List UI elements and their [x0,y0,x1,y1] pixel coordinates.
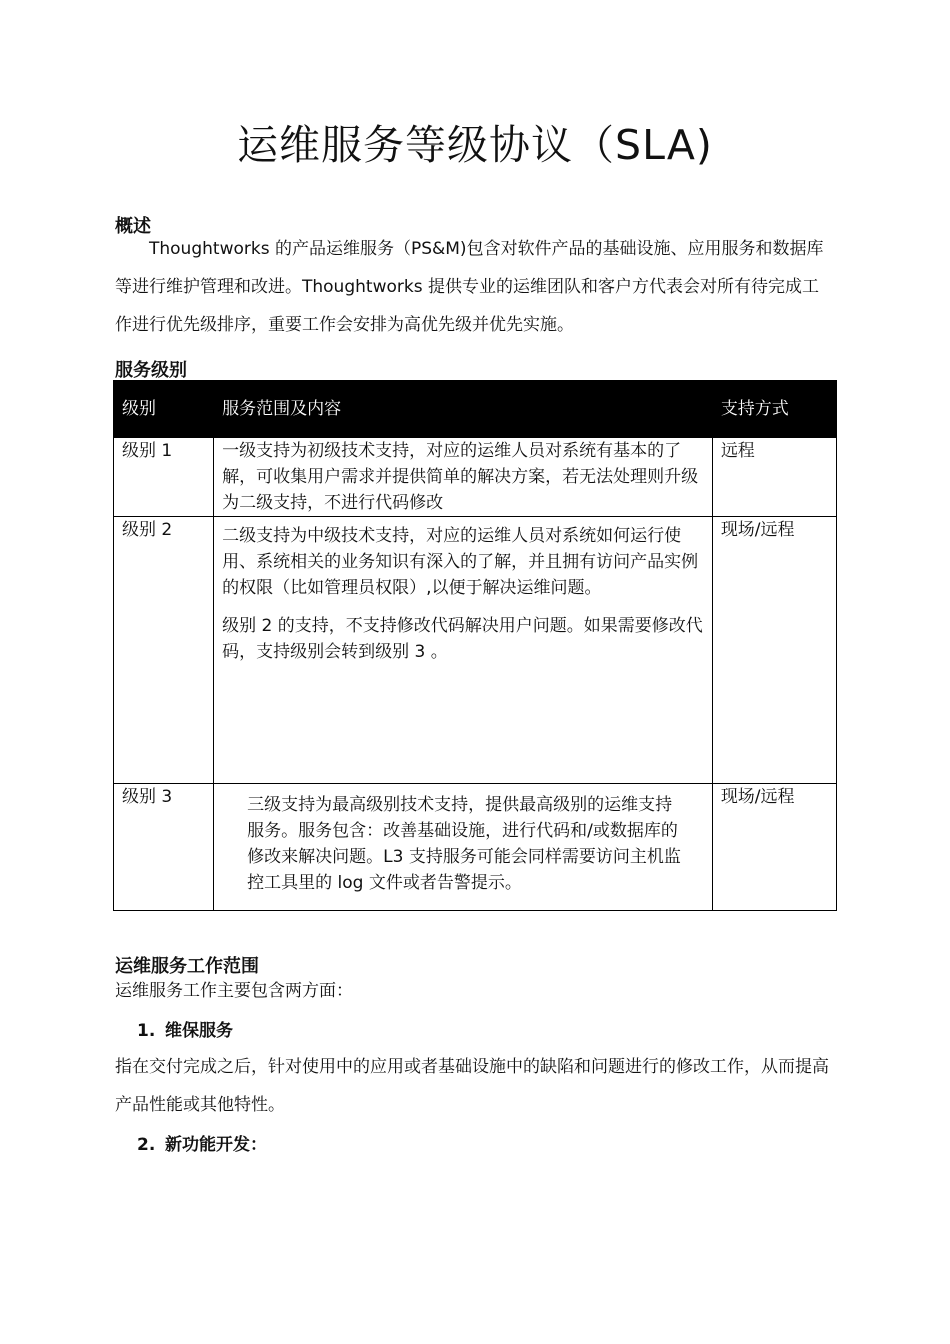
support-cell: 现场/远程 [712,784,836,911]
scope-heading: 运维服务工作范围 [115,956,259,977]
content-cell [214,517,713,784]
scope-intro: 运维服务工作主要包含两方面： [115,981,353,1001]
maintenance-paragraph: 指在交付完成之后，针对使用中的应用或者基础设施中的缺陷和问题进行的修改工作，从而提高产品性能或其他特性。 [115,1057,829,1115]
content-cell [214,784,713,911]
table-row [114,784,837,911]
support-cell: 现场/远程 [712,517,836,784]
level-cell: 级别 1 [114,438,214,517]
content-text: 级别 2 的支持，不支持修改代码解决用户问题。如果需要修改代码，支持级别会转到级别 3 。 [222,616,703,662]
list-number: 2. [137,1135,156,1155]
column-header-content: 服务范围及内容 [214,381,713,438]
list-label: 新功能开发： [165,1135,267,1155]
service-levels-table [113,380,837,911]
list-number: 1. [137,1021,156,1041]
content-text: 三级支持为最高级别技术支持，提供最高级别的运维支持服务。服务包含：改善基础设施，进行代码和/或数据库的修改来解决问题。L3 支持服务可能会同样需要访问主机监控工具里的 log 文件或者告警提示。 [247,795,681,893]
content-text: 一级支持为初级技术支持，对应的运维人员对系统有基本的了解，可收集用户需求并提供简单的解决方案，若无法处理则升级为二级支持，不进行代码修改 [222,441,699,513]
content-cell [214,438,713,517]
table-row [114,517,837,784]
level-cell: 级别 2 [114,517,214,784]
list-label: 维保服务 [165,1021,233,1041]
list-item [137,1016,233,1041]
service-levels-heading: 服务级别 [115,360,187,381]
column-header-level: 级别 [114,381,214,438]
content-text: 二级支持为中级技术支持，对应的运维人员对系统如何运行使用、系统相关的业务知识有深入的了解，并且拥有访问产品实例的权限（比如管理员权限）,以便于解决运维问题。 [222,526,699,598]
column-header-support: 支持方式 [712,381,836,438]
level-cell: 级别 3 [114,784,214,911]
support-cell: 远程 [712,438,836,517]
overview-paragraph: Thoughtworks 的产品运维服务（PS&M)包含对软件产品的基础设施、应用服务和数据库等进行维护管理和改进。Thoughtworks 提供专业的运维团队和客户方代表会对所有待完成工作进行优先级排序，重要工作会安排为高优先级并优先实施。 [115,239,824,335]
table-header-row [114,381,837,438]
table-row [114,438,837,517]
list-item [137,1130,267,1155]
overview-heading: 概述 [115,216,151,237]
page-title: 运维服务等级协议（SLA) [237,121,713,169]
